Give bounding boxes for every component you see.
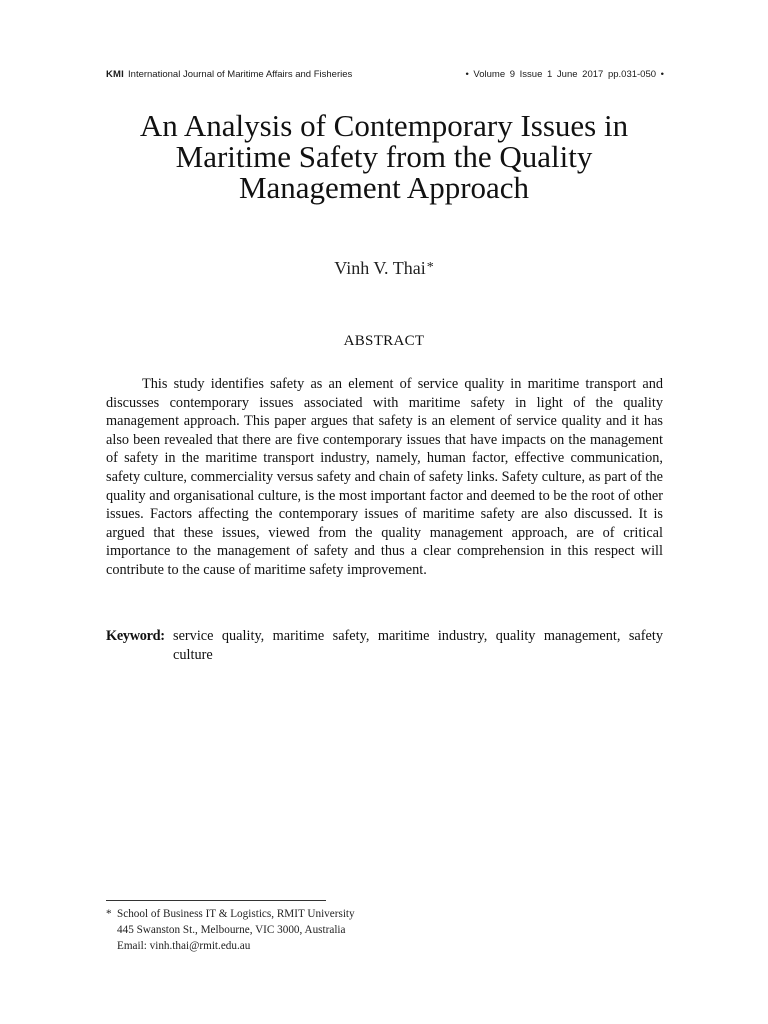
footnote-divider: [106, 900, 326, 901]
issue-info: • Volume 9 Issue 1 June 2017 pp.031-050 •: [465, 69, 664, 80]
author-footnote-mark: *: [426, 260, 434, 275]
paper-title: [90, 110, 678, 203]
abstract-body: This study identifies safety as an element of service quality in maritime transport and discusses contemporary issues associated with maritime safety in light of the quality management approach. This paper argues that safety is an element of service quality and it has also been revealed that there are five contemporary issues that have impacts on the management of safety in the maritime transport industry, namely, human factor, effective communication, safety culture, commerciality versus safety and chain of safety links. Safety culture, as part of the quality and organisational culture, is the most important factor and deemed to be the root of other issues. Factors affecting the contemporary issues of maritime safety are also discussed. It is argued that these issues, viewed from the quality management approach, are of critical importance to the management of safety and thus a clear comprehension in this respect will contribute to the cause of maritime safety improvement.: [106, 376, 663, 578]
keyword-label: Keyword:: [106, 628, 165, 644]
footnote-affiliation-line: [106, 906, 506, 922]
journal-header-left: [106, 69, 352, 80]
title-line-1: An Analysis of Contemporary Issues in: [139, 108, 629, 143]
keyword-text: service quality, maritime safety, maritime industry, quality management, safety culture: [173, 628, 663, 663]
footnote-email: Email: vinh.thai@rmit.edu.au: [117, 940, 251, 952]
footnote-address: 445 Swanston St., Melbourne, VIC 3000, Australia: [117, 924, 346, 936]
author: [0, 258, 768, 279]
author-footnote: [106, 906, 506, 954]
footnote-mark: *: [106, 908, 112, 920]
title-line-2: Maritime Safety from the Quality: [175, 139, 593, 174]
journal-name: International Journal of Maritime Affairs and Fisheries: [128, 69, 353, 80]
footnote-affiliation: School of Business IT & Logistics, RMIT University: [117, 908, 355, 920]
running-header: [106, 69, 664, 83]
keyword-section: [106, 627, 663, 665]
abstract-heading: ABSTRACT: [343, 333, 425, 349]
author-name: Vinh V. Thai: [334, 258, 426, 278]
title-line-3: Management Approach: [238, 170, 530, 205]
journal-logo: KMI: [106, 69, 125, 80]
